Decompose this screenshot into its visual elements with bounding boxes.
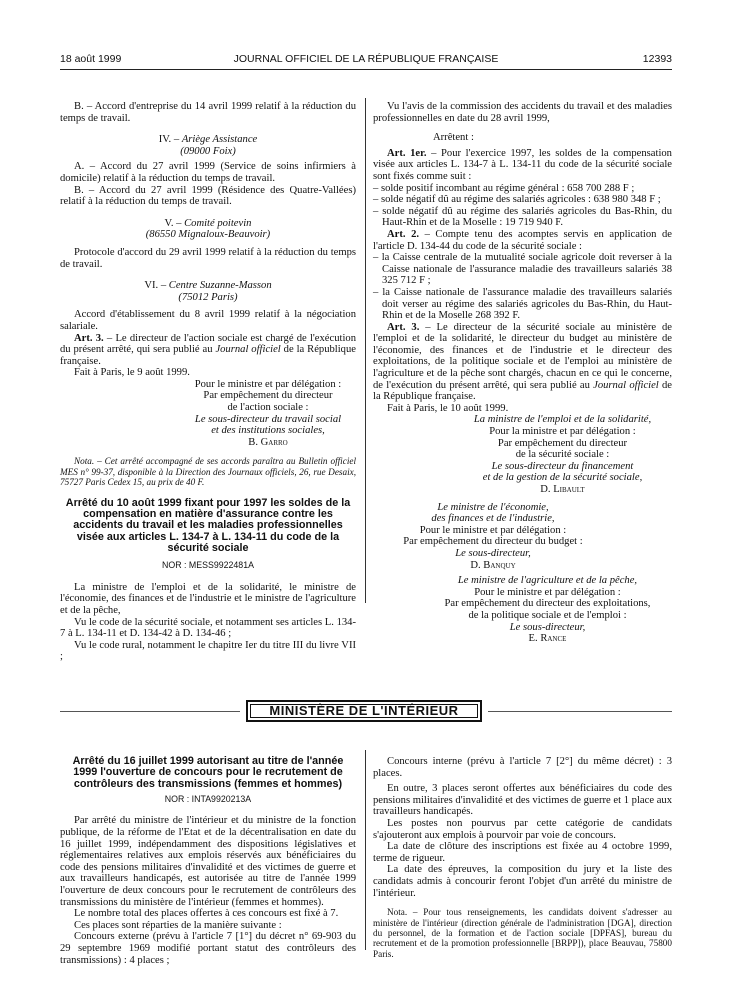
left-column-top: [60, 101, 356, 663]
signature-line: Par empêchement du directeur des exploitations,: [444, 598, 651, 610]
journal-officiel-ref: Journal officiel: [215, 344, 281, 356]
section-iv-heading: IV. – Ariège Assistance: [158, 134, 258, 146]
article-2-list: [373, 252, 672, 322]
heading-rule-left: [60, 711, 240, 712]
publication-title: JOURNAL OFFICIEL DE LA RÉPUBLIQUE FRANÇAISE: [233, 53, 499, 65]
signature-line: Par empêchement du directeur du budget :: [403, 536, 583, 548]
article-3-label: Art. 3.: [387, 321, 420, 333]
section-v-name: Comité poitevin: [184, 217, 252, 229]
signatory-name: E. Rance: [528, 633, 567, 645]
signature-line: de la politique sociale et de l'emploi :: [468, 609, 627, 621]
list-item: – solde positif incombant au régime général : 658 700 288 F ;: [373, 182, 635, 194]
nota-1-text: Nota. – Cet arrêté accompagné de ses accords paraîtra au Bulletin officiel MES n° 99-37, disponible à la Direction des Journaux officiels, 26, rue Desaix, 75727 Paris Cedex 15, au prix de 40 F.: [60, 456, 356, 488]
arrete-1-p2: Vu le code de la sécurité sociale, et notamment ses articles L. 134-7 à L. 134-11 et D. 134-42 à D. 134-46 ;: [60, 616, 356, 640]
issue-date: 18 août 1999: [60, 53, 122, 65]
accord-iv-a: A. – Accord du 27 avril 1999 (Service de soins infirmiers à domicile) relatif à la réduction du temps de travail.: [60, 161, 356, 184]
signature-line: Le sous-directeur du travail social: [194, 413, 342, 425]
signature-line: Pour le ministre et par délégation :: [194, 378, 342, 390]
heading-rule-right: [488, 711, 672, 712]
signature-line: Par empêchement du directeur: [497, 437, 628, 449]
nota-1: [60, 456, 356, 487]
article-1-list: [373, 183, 672, 229]
signature-line: Pour le ministre et par délégation :: [474, 586, 621, 598]
arrete-1-nor: NOR : MESS9922481A: [162, 560, 254, 571]
nota-2: Nota. – Pour tous renseignements, les candidats doivent s'adresser au ministère de l'intérieur (direction générale de l'administration [DGA], direction du personnel, de la formation et de l'action sociale [DPFAS], bureau du recrutement et de la promotion professionnelle [BRPP]), place Beauvau, 75800 Paris.: [373, 907, 672, 959]
arrete-1-p4: Vu l'avis de la commission des accidents du travail et des maladies professionnelles en date du 28 avril 1999,: [373, 101, 672, 124]
journal-officiel-ref: Journal officiel: [593, 379, 659, 391]
right-column-bottom: [373, 756, 672, 959]
arrete-2-p8: La date de clôture des inscriptions est fixée au 4 octobre 1999, terme de rigueur.: [373, 841, 672, 864]
arrete-1-p3: Vu le code rural, notamment le chapitre Ier du titre III du livre VII ;: [60, 639, 356, 663]
list-item: – la Caisse centrale de la mutualité sociale agricole doit reverser à la Caisse nationale de l'assurance maladie des travailleurs salariés 38 325 712 F ;: [373, 252, 672, 287]
signature-line: Pour le ministre et par délégation :: [419, 524, 567, 536]
signature-block-a: [373, 414, 672, 495]
fait-a-paris-2: Fait à Paris, le 10 août 1999.: [387, 402, 509, 414]
page-number: 12393: [642, 53, 672, 65]
section-vi-place: (75012 Paris): [178, 291, 238, 303]
arrete-1-p1: La ministre de l'emploi et de la solidarité, le ministre de l'économie, des finances et de l'industrie et le ministre de l'agriculture et de la pêche,: [60, 581, 356, 616]
article-3-end: de la République française.: [60, 344, 356, 367]
signature-line: Le sous-directeur,: [455, 547, 531, 559]
section-v-heading: V. – Comité poitevin: [164, 217, 252, 229]
list-item: – solde négatif dû au régime des salariés agricoles : 638 980 348 F ;: [373, 194, 661, 206]
column-divider-bottom: [365, 750, 366, 950]
ministry-heading-text: MINISTÈRE DE L'INTÉRIEUR: [269, 703, 459, 718]
arrete-1-title: Arrêté du 10 août 1999 fixant pour 1997 les soldes de la compensation en matière d'assurance contre les accidents du travail et les maladies professionnelles visée aux articles L. 134-7 à L. 134-11 du code de la sécurité sociale: [65, 496, 351, 554]
article-3-end: de la République française.: [373, 379, 672, 403]
arrete-2-p3: Ces places sont réparties de la manière suivante :: [74, 919, 282, 931]
article-2: [373, 229, 672, 252]
article-2-label: Art. 2.: [387, 228, 420, 240]
left-column-bottom: [60, 756, 356, 966]
arrete-2-p1: Par arrêté du ministre de l'intérieur et du ministre de la fonction publique, de la réforme de l'Etat et de la décentralisation en date du 16 juillet 1999, indépendamment des dispositions législatives et réglementaires relatives aux emplois réservés aux bénéficiaires du code des pensions militaires d'invalidité et des victimes de guerre et aux travailleurs handicapés, est autorisée au titre de l'année 1999 l'ouverture de deux concours pour le recrutement de contrôleurs des transmissions du ministère de l'intérieur (femmes et hommes).: [60, 815, 356, 908]
signatory-name: B. Garro: [248, 436, 288, 448]
column-divider-top: [365, 98, 366, 603]
article-2-text: – Compte tenu des acomptes servis en application de l'article D. 134-44 du code de la sécurité sociale :: [373, 228, 672, 252]
fait-a-paris: Fait à Paris, le 9 août 1999.: [74, 367, 190, 379]
accord-iv-b: B. – Accord du 27 avril 1999 (Résidence des Quatre-Vallées) relatif à la réduction du temps de travail.: [60, 184, 356, 208]
signatory-name: D. Banquy: [470, 559, 516, 571]
signature-line: Par empêchement du directeur: [203, 390, 333, 402]
arrete-2-p6: En outre, 3 places seront offertes aux bénéficiaires du code des pensions militaires d'invalidité et des victimes de guerre et 1 place aux travailleurs handicapés.: [373, 783, 672, 818]
accord-vi: Accord d'établissement du 8 avril 1999 relatif à la négociation salariale.: [60, 309, 356, 332]
section-vi-name: Centre Suzanne-Masson: [168, 280, 272, 292]
arrete-2-title: Arrêté du 16 juillet 1999 autorisant au titre de l'année 1999 l'ouverture de concours pour le recrutement de contrôleurs des transmissions (femmes et hommes): [72, 755, 344, 790]
signature-block-b: [373, 502, 613, 572]
article-1-text: – Pour l'exercice 1997, les soldes de la compensation visée aux articles L. 134-7 à L. 134-11 du code de la sécurité sociale sont fixés comme suit :: [373, 147, 672, 182]
right-column-top: [373, 101, 672, 645]
signature-line: La ministre de l'emploi et de la solidarité,: [473, 414, 652, 426]
article-1: [373, 148, 672, 183]
section-iv-place: (09000 Foix): [180, 145, 236, 157]
list-item: – la Caisse nationale de l'assurance maladie des travailleurs salariés doit verser au régime des salariés agricoles du Bas-Rhin, du Haut-Rhin et de la Moselle 268 392 F.: [373, 286, 672, 322]
section-v-place: (86550 Mignaloux-Beauvoir): [145, 229, 271, 241]
arrete-2-p5: Concours interne (prévu à l'article 7 [2°] du même décret) : 3 places.: [373, 756, 672, 779]
arrete-2-p9: La date des épreuves, la composition du jury et la liste des candidats admis à concourir feront l'objet d'un arrêté du ministre de l'intérieur.: [373, 864, 672, 899]
accord-b: B. – Accord d'entreprise du 14 avril 1999 relatif à la réduction du temps de travail.: [60, 101, 356, 124]
list-item: – solde négatif dû au régime des salariés agricoles du Bas-Rhin, du Haut-Rhin et de la Moselle : 19 719 940 F.: [373, 205, 672, 229]
signature-line: Pour la ministre et par délégation :: [489, 426, 636, 438]
page-header: [60, 53, 672, 69]
signature-block-1: [60, 379, 356, 449]
arrete-2-p7: Les postes non pourvus par cette catégorie de candidats s'ajouteront aux emplois à pourvoir par voie de concours.: [373, 817, 672, 841]
arrete-2-nor: NOR : INTA9920213A: [164, 793, 252, 804]
signature-line: des finances et de l'industrie,: [431, 513, 555, 525]
signatory-name: D. Libault: [540, 484, 585, 495]
signature-line: de la sécurité sociale :: [515, 449, 610, 461]
signature-line: Le ministre de l'agriculture et de la pêche,: [457, 575, 638, 587]
section-vi-heading: VI. – Centre Suzanne-Masson: [144, 280, 272, 292]
signature-line: de l'action sociale :: [227, 402, 309, 414]
header-rule: [60, 69, 672, 70]
arrete-2-p4: Concours externe (prévu à l'article 7 [1°] du décret n° 69-903 du 29 septembre 1969 modifié portant statut des contrôleurs des transmissions) : 4 places ;: [60, 931, 356, 966]
signature-line: Le sous-directeur,: [509, 621, 586, 633]
article-3-text: – Le directeur de la sécurité sociale au ministère de l'emploi et de la solidarité, le directeur du budget au ministère de l'économie, des finances et de l'industrie et le directeur des exploitations, de la politique sociale et de l'emploi au ministère de l'agriculture et de la pêche sont chargés, chacun en ce qui le concerne, de l'exécution du présent arrêté, qui sera publié au: [373, 321, 673, 391]
arrete-2-p2: Le nombre total des places offertes à ces concours est fixé à 7.: [74, 908, 339, 920]
protocole-v: Protocole d'accord du 29 avril 1999 relatif à la réduction du temps de travail.: [60, 246, 356, 270]
ministry-heading: [246, 700, 482, 722]
section-iv-name: Ariège Assistance: [181, 134, 258, 146]
arretent: Arrêtent :: [433, 132, 474, 144]
signature-line: et de la gestion de la sécurité sociale,: [482, 472, 643, 484]
article-3-label: Art. 3.: [74, 332, 104, 344]
signature-line: Le ministre de l'économie,: [437, 501, 549, 513]
article-3: [373, 322, 672, 403]
signature-line: Le sous-directeur du financement: [491, 460, 634, 472]
signature-block-c: [373, 575, 672, 645]
article-1-label: Art. 1er.: [387, 147, 427, 159]
article-3-top: [60, 333, 356, 368]
signature-line: et des institutions sociales,: [211, 425, 325, 437]
article-3-text: – Le directeur de l'action sociale est chargé de l'exécution du présent arrêté, qui sera publié au: [60, 332, 356, 356]
